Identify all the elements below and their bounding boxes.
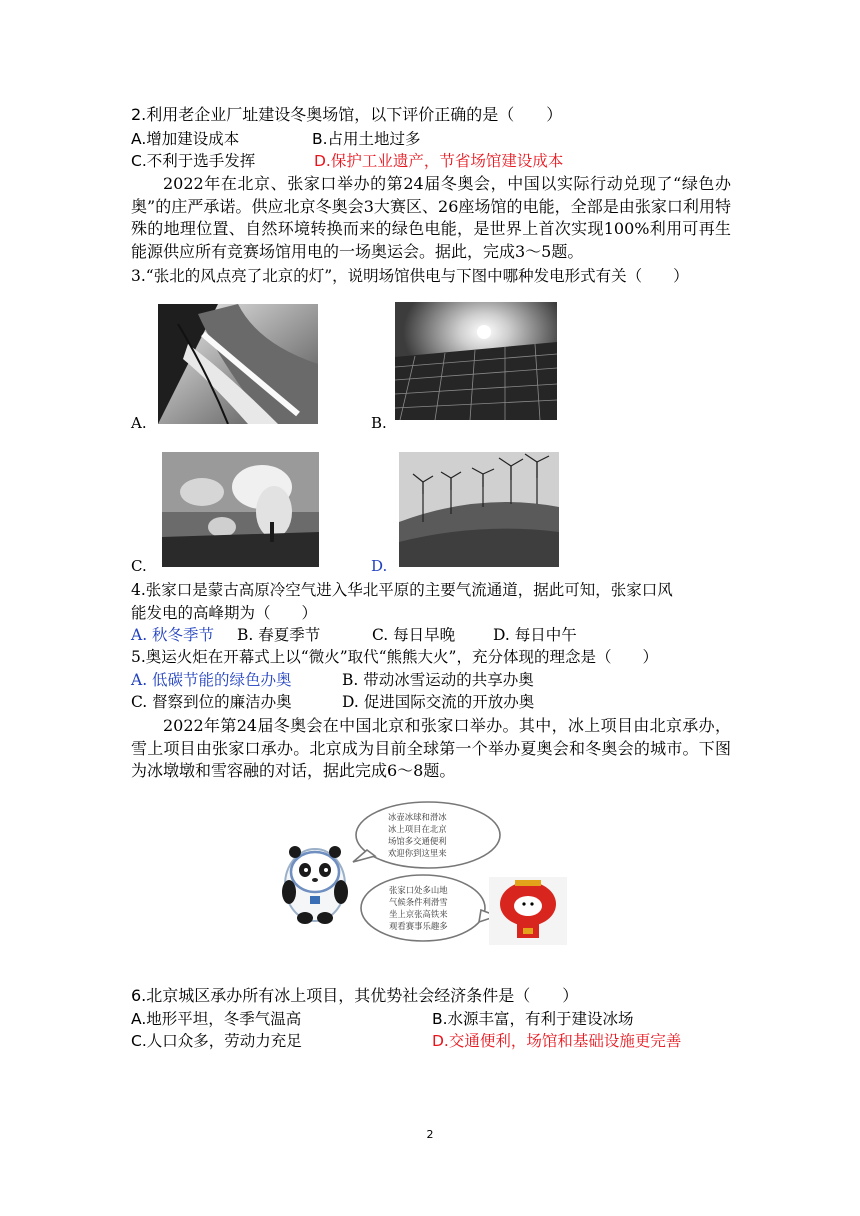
q2-option-c: C.不利于选手发挥 bbox=[131, 152, 256, 170]
q4-option-c: C. 每日早晚 bbox=[372, 626, 456, 644]
bubble2-line4: 观看赛事乐趣多 bbox=[389, 921, 448, 931]
bubble1-line3: 场馆多交通便利 bbox=[388, 836, 447, 846]
q4-option-b: B. 春夏季节 bbox=[237, 626, 321, 644]
q3-label-b: B. bbox=[371, 414, 387, 432]
bubble1-line1: 冰壶冰球和滑冰 bbox=[388, 812, 447, 822]
q6-option-a: A.地形平坦，冬季气温高 bbox=[131, 1010, 302, 1028]
shuey-rhon-rhon-icon bbox=[489, 877, 567, 945]
q2-stem: 2.利用老企业厂址建设冬奥场馆，以下评价正确的是（ ） bbox=[131, 105, 563, 124]
q3-label-d-answer: D. bbox=[371, 557, 388, 575]
q2-option-b: B.占用土地过多 bbox=[312, 130, 421, 148]
bubble2-line2: 气候条件利滑雪 bbox=[389, 897, 448, 907]
photo-wind-turbines bbox=[399, 452, 559, 567]
q3-stem: 3.“张北的风点亮了北京的灯”，说明场馆供电与下图中哪种发电形式有关（ ） bbox=[131, 267, 689, 285]
q6-stem: 6.北京城区承办所有冰上项目，其优势社会经济条件是（ ） bbox=[131, 986, 579, 1005]
bubble2-line1: 张家口处多山地 bbox=[389, 885, 448, 895]
q4-option-a-answer: A. 秋冬季节 bbox=[131, 626, 215, 644]
mascot-dialogue-figure bbox=[275, 800, 575, 945]
q6-option-c: C.人口众多，劳动力充足 bbox=[131, 1032, 302, 1050]
bubble1-line2: 冰上项目在北京 bbox=[388, 824, 447, 834]
bing-dwen-dwen-icon bbox=[282, 846, 348, 924]
bubble2-line3: 坐上京张高铁来 bbox=[389, 909, 448, 919]
q5-option-c: C. 督察到位的廉洁办奥 bbox=[131, 693, 292, 711]
q5-stem: 5.奥运火炬在开幕式上以“微火”取代“熊熊大火”，充分体现的理念是（ ） bbox=[131, 648, 658, 666]
photo-thermal-steam bbox=[162, 452, 319, 567]
q2-option-d-answer: D.保护工业遗产，节省场馆建设成本 bbox=[314, 152, 564, 170]
q3-label-c: C. bbox=[131, 557, 147, 575]
q2-option-a: A.增加建设成本 bbox=[131, 130, 240, 148]
q4-stem-line2: 能发电的高峰期为（ ） bbox=[131, 604, 318, 622]
photo-solar-panels bbox=[395, 302, 557, 420]
q5-option-d: D. 促进国际交流的开放办奥 bbox=[342, 693, 535, 711]
q6-option-d-answer: D.交通便利，场馆和基础设施更完善 bbox=[432, 1032, 682, 1050]
q5-option-a-answer: A. 低碳节能的绿色办奥 bbox=[131, 671, 292, 689]
q4-stem-line1: 4.张家口是蒙古高原冷空气进入华北平原的主要气流通道，据此可知，张家口风 bbox=[131, 581, 673, 599]
q4-option-d: D. 每日中午 bbox=[493, 626, 577, 644]
q5-option-b: B. 带动冰雪运动的共享办奥 bbox=[342, 671, 534, 689]
bubble1-line4: 欢迎你到这里来 bbox=[388, 848, 447, 858]
passage-beijing-zhangjiakou: 2022年第24届冬奥会在中国北京和张家口举办。其中，冰上项目由北京承办，雪上项目由张家口承办。北京成为目前全球第一个举办夏奥会和冬奥会的城市。下图为冰墩墩和雪容融的对话，据此完成6～8题。 bbox=[131, 716, 731, 781]
photo-hydropower-dam bbox=[158, 304, 318, 424]
q3-label-a: A. bbox=[131, 414, 147, 432]
page-number: 2 bbox=[426, 1128, 434, 1141]
passage-green-olympics: 2022年在北京、张家口举办的第24届冬奥会，中国以实际行动兑现了“绿色办奥”的庄严承诺。供应北京冬奥会3大赛区、26座场馆的电能，全部是由张家口利用特殊的地理位置、自然环境转换而来的绿色电能，是世界上首次实现100%利用可再生能源供应所有竞赛场馆用电的一场奥运会。据此，完成3～5题。 bbox=[131, 174, 731, 261]
q6-option-b: B.水源丰富，有利于建设冰场 bbox=[432, 1010, 634, 1028]
